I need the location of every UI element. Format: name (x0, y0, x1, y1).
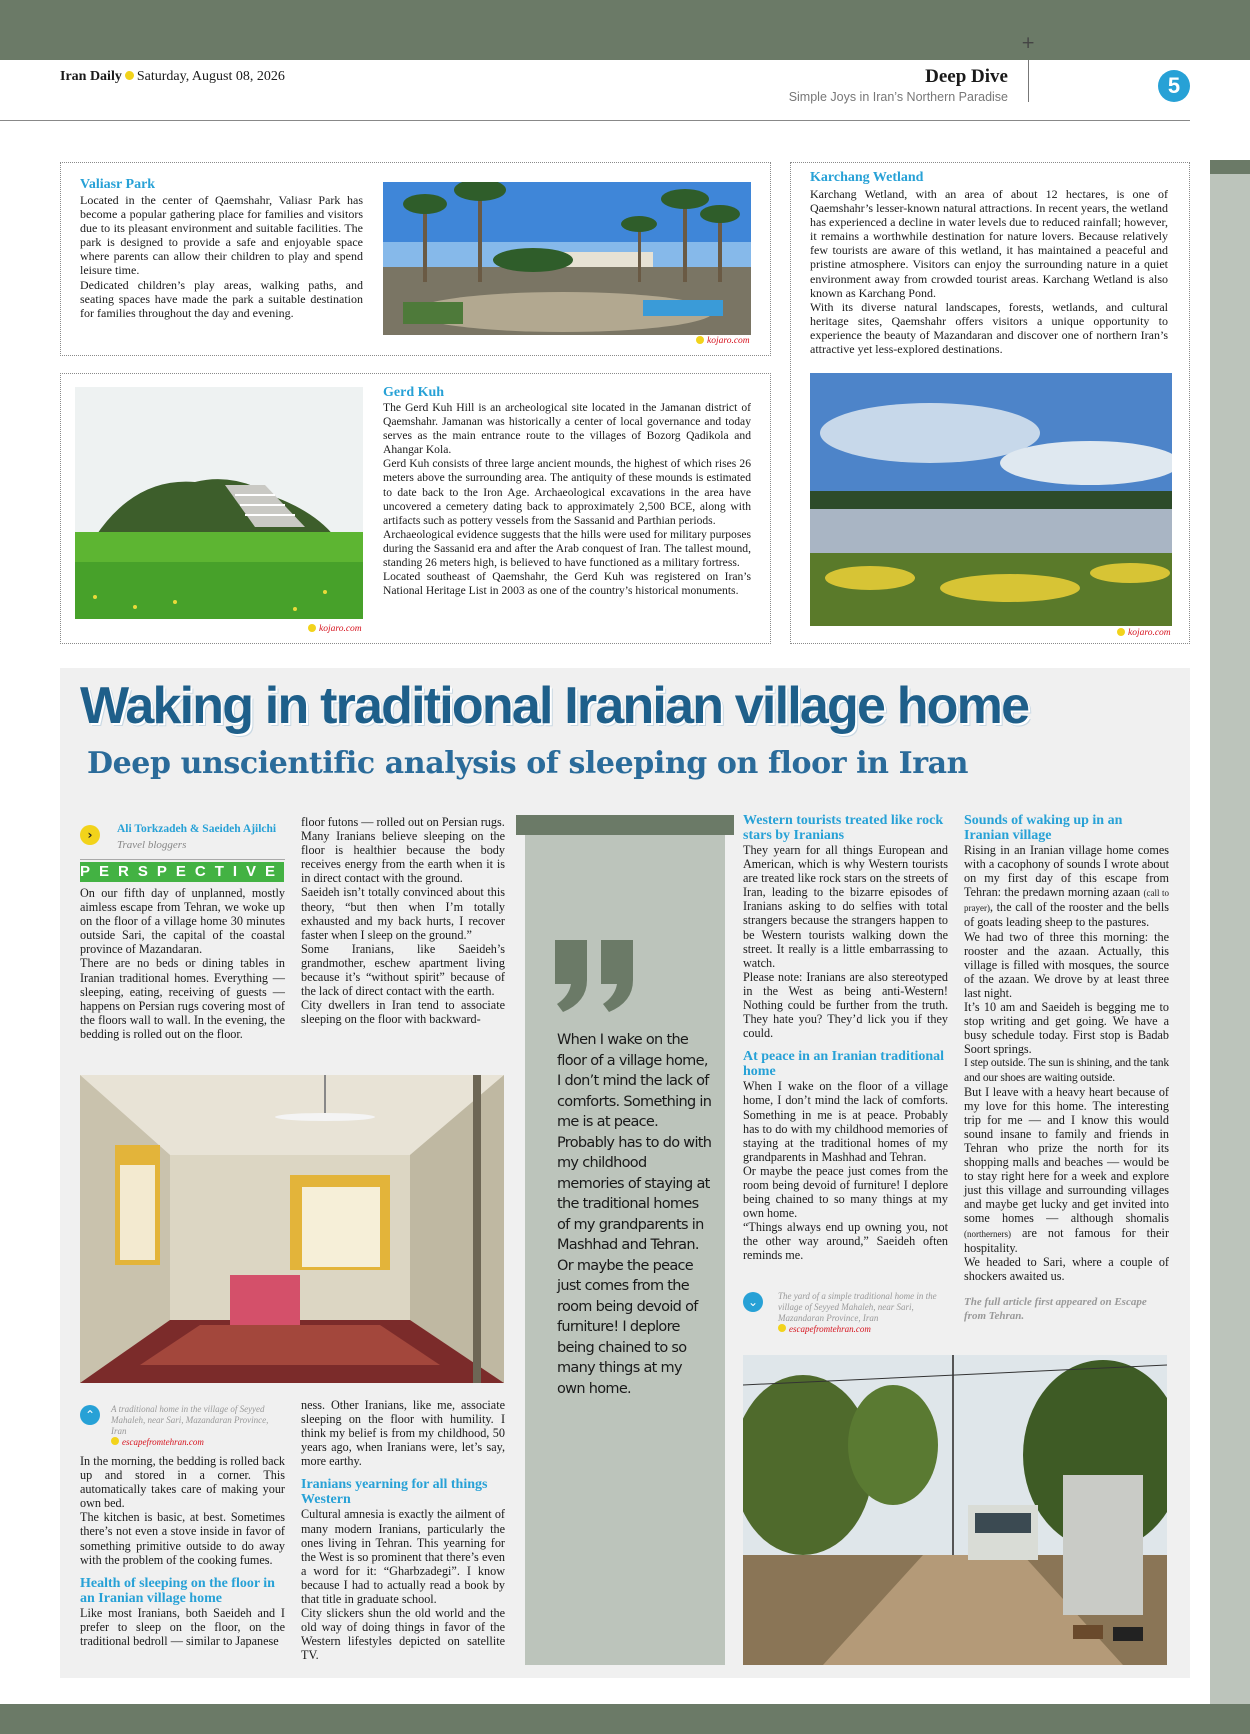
article-paragraph: floor futons — rolled out on Persian rugs. (301, 815, 505, 829)
article-paragraph: Please note: Iranians are also stereotyped in the West as being anti-Western! Nothing could be further from the truth. They hate you? They’d lick you if they could. (743, 969, 948, 1041)
yard-photo-caption (778, 1291, 948, 1335)
author-role: Travel bloggers (117, 839, 187, 851)
karchang-paragraph: With its diverse natural landscapes, forests, wetlands, and cultural heritage sites, Qaemshahr offers visitors a unique opportunity to experience the beauty of Mazandaran and discover one of northern Iran’s attractive yet less-explored destinations. (810, 299, 1168, 357)
yard-photo (743, 1355, 1167, 1665)
valiasr-credit (696, 336, 750, 346)
subhead-western: Western tourists treated like rock stars by Iranians (743, 813, 944, 843)
subhead-yearning: Iranians yearning for all things Western (301, 1477, 488, 1508)
article-paragraph: There are no beds or dining tables in Iranian traditional homes. Everything — sleeping, eating, receiving of guests — happens on Persian rugs covering most of the floors wall to wall. In the evening, the bedding is rolled out on the floor. (80, 956, 285, 1041)
section-title: Deep Dive (925, 66, 1008, 87)
dot-icon (125, 71, 134, 80)
credit-dot-icon (778, 1324, 786, 1332)
caption-text: The yard of a simple traditional home in the village of Seyyed Mahaleh, near Sari, Mazandaran Province, Iran (778, 1291, 937, 1323)
masthead (60, 69, 285, 85)
byline (80, 822, 285, 862)
bottom-band (0, 1704, 1250, 1734)
text-run: are not famous for their hospitality. (964, 1225, 1169, 1255)
gerd-paragraph: Gerd Kuh consists of three large ancient mounds, the highest of which rises 26 meters above the surrounding area. The antiquity of these mounds is estimated to date back to the Iron Age. Archaeological excavations in the area have uncovered a cemetery dating back to approximately 2,500 BCE, along with artifacts such as pottery vessels from the Sassanid and Parthian periods. (383, 457, 751, 527)
caption-credit: escapefromtehran.com (789, 1324, 871, 1334)
gerd-paragraph: The Gerd Kuh Hill is an archeological site located in the Jamanan district of Qaemshahr. Jamanan was historically a center of local governance and today serves as the main entrance route to the villages of Bozorg Qadikola and Ahangar Kola. (383, 401, 751, 457)
subhead-peace: At peace in an Iranian traditional home (743, 1049, 945, 1080)
crosshair-icon: + (1021, 33, 1036, 53)
subhead-sounds: Sounds of waking up in an Iranian village (964, 813, 1123, 843)
article-paragraph: Or maybe the peace just comes from the room being devoid of furniture! I deplore being chained to so many things at my own home. (743, 1163, 948, 1221)
side-strip (1210, 160, 1250, 1704)
gerd-title: Gerd Kuh (383, 385, 445, 400)
column-4 (743, 813, 948, 1263)
section-subtitle: Simple Joys in Iran’s Northern Paradise (788, 90, 1008, 104)
perspective-kicker: PERSPECTIVE (80, 863, 285, 880)
text-run-small: (northerners) (964, 1228, 1011, 1239)
text-run: Rising in an Iranian village home comes with a cacophony of sounds I wrote about on my first day of this escape from Tehran: the predawn morning azaan (964, 843, 1169, 900)
top-band (0, 0, 1250, 60)
article-paragraph: We had two of three this morning: the rooster and the azaan. Actually, this village is filled with mosques, the source of the azaan. We drove by at least three last night. (964, 929, 1169, 1000)
issue-date: Saturday, August 08, 2026 (136, 69, 285, 84)
caption-text: A traditional home in the village of Seyyed Mahaleh, near Sari, Mazandaran Province, Iran (111, 1404, 269, 1436)
column-2-top (301, 815, 505, 1026)
valiasr-paragraph: Located in the center of Qaemshahr, Valiasr Park has become a popular gathering place for families and visitors due to its pleasant environment and suitable facilities. The park is designed to provide a safe and enjoyable space where parents can allow their children to play and spend leisure time. (80, 193, 363, 278)
karchang-text (810, 187, 1168, 356)
credit-dot-icon (308, 624, 316, 632)
column-1-bottom (80, 1454, 285, 1648)
article-paragraph: Some Iranians, like Saeideh’s grandmother, eschew apartment living because it’s “without spirit” because of the lack of direct contact with the earth. (301, 941, 505, 999)
article-paragraph: In the morning, the bedding is rolled back up and stored in a corner. This automatically takes care of making your own bed. (80, 1454, 285, 1511)
article-paragraph: On our fifth day of unplanned, mostly aimless escape from Tehran, we woke up on the floor of a village home 30 minutes outside Sari, the capital of the coastal province of Mazandaran. (80, 886, 285, 957)
article-paragraph: “Things always end up owning you, not the other way around,” Saeideh often reminds me. (743, 1220, 948, 1263)
gerd-text (383, 401, 751, 598)
article-paragraph: Saeideh isn’t totally convinced about this theory, “but then when I’m totally exhausted and my back hurts, I recover faster when I sleep on the ground.” (301, 885, 505, 942)
article-paragraph: They yearn for all things European and American, which is why Western tourists are treated like rock stars on the streets of Iran, leading to the bizarre episodes of Iranians asking to do selfies with total strangers because the strangers happen to be Western tourists walking down the street. It really is a little embarrassing to watch. (743, 843, 948, 970)
side-strip-cap (1210, 160, 1250, 174)
chevron-up-icon[interactable]: ⌃ (80, 1405, 100, 1425)
article-paragraph: City slickers shun the old world and the old way of doing things in favor of the Western lifestyles depicted on satellite TV. (301, 1606, 505, 1663)
article-paragraph: ness. Other Iranians, like me, associate sleeping on the floor with humility. I think my belief is from my childhood, 50 years ago, when Iranians were, let’s say, more earthy. (301, 1398, 505, 1469)
column-2-bottom (301, 1398, 505, 1663)
article-paragraph: When I wake on the floor of a village home, I don’t mind the lack of comforts. Something in me is at peace. Probably has to do with my childhood memories of staying at the traditional homes of my grandparents in Mashhad and Tehran. (743, 1079, 948, 1164)
chevron-down-icon[interactable]: ⌄ (743, 1292, 763, 1312)
karchang-credit (1117, 628, 1171, 638)
pullquote-text: When I wake on the floor of a village home, I don’t mind the lack of comforts. Something in me is at peace. Probably has to do with my childhood memories of staying at the traditional homes of my grandparents in Mashhad and Tehran. Or maybe the peace just comes from the room being devoid of furniture! I deplore being chained to so many things at my own home. (557, 1032, 712, 1397)
page-number-badge: 5 (1158, 70, 1190, 102)
pullquote-cap (516, 815, 734, 835)
column-1-top (80, 886, 285, 1041)
article-paragraph: The kitchen is basic, at best. Sometimes there’s not even a stove inside in favor of something primitive outside to do away with the problem of the cooking fumes. (80, 1510, 285, 1567)
credit-dot-icon (1117, 628, 1125, 636)
article-paragraph (964, 1085, 1169, 1255)
feature-subhead: Deep unscientific analysis of sleeping on floor in Iran (87, 746, 969, 781)
room-photo-caption (111, 1404, 286, 1448)
gerd-credit (308, 624, 362, 634)
header-rule (0, 120, 1190, 121)
gerd-paragraph: Located southeast of Qaemshahr, the Gerd Kuh was registered on Iran’s National Heritage List in 2003 as one of the country’s historical monuments. (383, 570, 751, 598)
karchang-title: Karchang Wetland (810, 170, 924, 185)
quote-mark-icon (555, 940, 637, 1020)
article-paragraph: City dwellers in Iran tend to associate sleeping on the floor with backward- (301, 998, 505, 1027)
byline-rule (80, 859, 285, 860)
paper-name: Iran Daily (60, 69, 122, 84)
credit-dot-icon (696, 336, 704, 344)
author-names: Ali Torkzadeh & Saeideh Ajilchi (117, 823, 277, 835)
karchang-photo (810, 373, 1172, 626)
credit-dot-icon (111, 1437, 119, 1445)
article-paragraph: It’s 10 am and Saeideh is begging me to stop writing and get going. We have a busy schedule today. First stop is Badab Soort springs. (964, 1000, 1169, 1057)
header-divider (1028, 60, 1029, 102)
article-paragraph: Many Iranians believe sleeping on the floor is healthier because the body receives energy from the earth when it is in direct contact with the ground. (301, 829, 505, 886)
article-paragraph: Like most Iranians, both Saeideh and I prefer to sleep on the floor, on the traditional bedroll — similar to Japanese (80, 1605, 285, 1648)
valiasr-paragraph: Dedicated children’s play areas, walking paths, and seating spaces have made the park a suitable destination for families throughout the day and evening. (80, 277, 363, 320)
article-paragraph: Cultural amnesia is exactly the ailment of many modern Iranians, particularly the ones living in Tehran. This yearning for the West is so prominent that there’s even a word for it: “Gharbzadegi”. I know because I had to actually read a book by that title in graduate school. (301, 1507, 505, 1607)
gerd-photo (75, 387, 363, 619)
valiasr-credit-text: kojaro.com (707, 336, 750, 346)
gerd-credit-text: kojaro.com (319, 624, 362, 634)
valiasr-photo (383, 182, 751, 335)
article-paragraph (964, 843, 1169, 930)
valiasr-text (80, 193, 363, 320)
gerd-paragraph: Archaeological evidence suggests that the hills were used for military purposes during the Sassanid era and after the Arab conquest of Iran. The tallest mound, standing 26 meters high, is believed to have functioned as a military fortress. (383, 527, 751, 570)
article-paragraph: We headed to Sari, where a couple of shockers awaited us. (964, 1254, 1169, 1283)
footnote: The full article first appeared on Escape from Tehran. (964, 1295, 1147, 1322)
valiasr-title: Valiasr Park (80, 177, 156, 192)
text-run: But I leave with a heavy heart because of my love for this home. The interesting trip for me — and I know this would sound insane to family and friends in Tehran who prize the north for its shopping malls and beaches — would be to stay right here for a week and explore just this village and surrounding villages and maybe get lucky and get invited into some homes — although shomalis (964, 1084, 1169, 1226)
subhead-health: Health of sleeping on the floor in an Iranian village home (80, 1575, 275, 1606)
text-run-small: (call to prayer) (964, 888, 1169, 914)
text-run: , the call of the rooster and the bells of goats leading sheep to the pastures. (964, 900, 1169, 930)
column-5 (964, 813, 1169, 1323)
karchang-paragraph: Karchang Wetland, with an area of about 12 hectares, is one of Qaemshahr’s lesser-known natural attractions. In recent years, the wetland has experienced a decline in water levels due to reduced rainfall; however, it remains a worthwhile destination for nature lovers. Because relatively few tourists are aware of this wetland, it has maintained a peaceful and pristine atmosphere. Visitors can enjoy the surrounding nature in a quiet environment away from crowded tourist areas. Karchang Wetland is also known as Karchang Pond. (810, 187, 1168, 300)
article-paragraph: I step outside. The sun is shining, and the tank and our shoes are waiting outside. (964, 1056, 1169, 1084)
chevron-right-icon[interactable]: › (80, 825, 100, 845)
karchang-credit-text: kojaro.com (1128, 628, 1171, 638)
room-photo (80, 1075, 504, 1383)
feature-headline: Waking in traditional Iranian village home (80, 677, 1029, 735)
caption-credit: escapefromtehran.com (122, 1437, 204, 1447)
